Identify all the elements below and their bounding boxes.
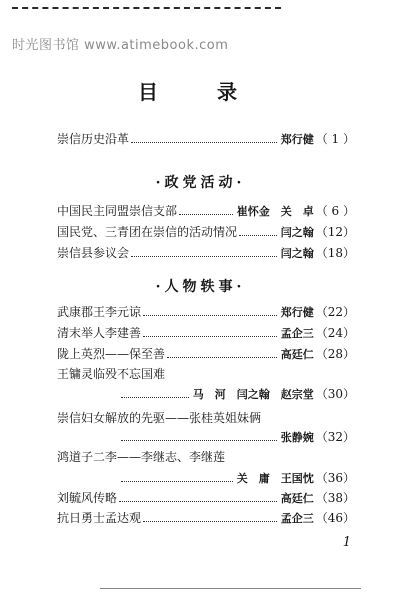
leader-dots bbox=[131, 256, 277, 257]
leader-dots bbox=[143, 521, 277, 522]
toc-entry-page: （32） bbox=[315, 430, 355, 444]
toc-entry[interactable] bbox=[57, 245, 355, 261]
toc-entry-page: （ 6 ） bbox=[315, 204, 355, 218]
toc-entry[interactable] bbox=[57, 366, 355, 382]
toc-entry-title: 陇上英烈——保至善 bbox=[57, 347, 166, 361]
section-heading-politics: ·政党活动· bbox=[155, 175, 246, 191]
page-title: 目 录 bbox=[138, 80, 263, 104]
toc-entry-page: （12） bbox=[315, 225, 355, 239]
toc-entry[interactable] bbox=[57, 346, 355, 362]
leader-dots bbox=[131, 142, 277, 143]
toc-entry[interactable] bbox=[57, 410, 355, 426]
toc-entry[interactable] bbox=[57, 325, 355, 341]
toc-entry-page: （30） bbox=[315, 387, 355, 401]
toc-entry-title: 清末举人李建善 bbox=[57, 326, 142, 340]
toc-entry-page: （18） bbox=[315, 246, 355, 260]
toc-entry-page: （46） bbox=[315, 511, 355, 525]
top-dashed-rule bbox=[12, 7, 281, 11]
toc-entry-continued[interactable] bbox=[119, 470, 355, 486]
leader-dots bbox=[121, 481, 233, 482]
toc-entry-author: 闫之翰 bbox=[280, 226, 314, 239]
toc-entry-author: 孟企三 bbox=[280, 512, 314, 525]
toc-entry-title: 王镛灵临殁不忘国难 bbox=[57, 367, 166, 381]
toc-entry-title: 刘毓风传略 bbox=[57, 491, 118, 505]
leader-dots bbox=[143, 336, 277, 337]
toc-entry[interactable] bbox=[57, 131, 355, 147]
toc-entry[interactable] bbox=[57, 304, 355, 320]
toc-entry-author: 关 庸 王国忱 bbox=[236, 472, 314, 485]
toc-entry-author: 郑行健 bbox=[280, 306, 314, 319]
page-number: 1 bbox=[342, 535, 351, 550]
toc-entry-page: （ 1 ） bbox=[315, 132, 355, 146]
toc-entry-title: 中国民主同盟崇信支部 bbox=[57, 204, 178, 218]
toc-entry-title: 崇信县参议会 bbox=[57, 246, 130, 260]
toc-entry-title: 国民党、三青团在崇信的活动情况 bbox=[57, 225, 238, 239]
toc-entry-author: 高廷仁 bbox=[280, 348, 314, 361]
toc-entry-author: 崔怀金 关 卓 bbox=[236, 205, 314, 218]
toc-entry-title: 鸿道子二李——李继志、李继莲 bbox=[57, 450, 226, 464]
toc-entry-page: （24） bbox=[315, 326, 355, 340]
toc-entry-continued[interactable] bbox=[119, 429, 355, 445]
toc-entry[interactable] bbox=[57, 490, 355, 506]
leader-dots bbox=[179, 214, 233, 215]
toc-entry[interactable] bbox=[57, 203, 355, 219]
toc-entry-title: 崇信妇女解放的先驱——张桂英姐妹俩 bbox=[57, 411, 262, 425]
bottom-rule bbox=[100, 588, 361, 589]
toc-entry-author: 张静婉 bbox=[280, 431, 314, 444]
toc-entry[interactable] bbox=[57, 224, 355, 240]
leader-dots bbox=[143, 315, 277, 316]
toc-entry-author: 孟企三 bbox=[280, 327, 314, 340]
leader-dots bbox=[239, 235, 277, 236]
toc-entry-author: 马 河 闫之翰 赵宗堂 bbox=[192, 388, 314, 401]
toc-entry-page: （38） bbox=[315, 491, 355, 505]
toc-entry-author: 闫之翰 bbox=[280, 247, 314, 260]
toc-entry-title: 武康郡王李元谅 bbox=[57, 305, 142, 319]
toc-entry-title: 抗日勇士孟达观 bbox=[57, 511, 142, 525]
toc-entry-page: （28） bbox=[315, 347, 355, 361]
leader-dots bbox=[167, 357, 277, 358]
toc-entry-author: 郑行健 bbox=[280, 133, 314, 146]
toc-entry-page: （22） bbox=[315, 305, 355, 319]
section-heading-people: ·人物轶事· bbox=[155, 279, 246, 295]
leader-dots bbox=[119, 501, 277, 502]
toc-entry-page: （36） bbox=[315, 471, 355, 485]
leader-dots bbox=[121, 397, 189, 398]
toc-entry-author: 高廷仁 bbox=[280, 492, 314, 505]
watermark: 时光图书馆 www.atimebook.com bbox=[12, 38, 229, 53]
leader-dots bbox=[121, 440, 277, 441]
toc-entry-title: 崇信历史沿革 bbox=[57, 132, 130, 146]
toc-entry[interactable] bbox=[57, 449, 355, 465]
toc-entry-continued[interactable] bbox=[119, 386, 355, 402]
toc-entry[interactable] bbox=[57, 510, 355, 526]
